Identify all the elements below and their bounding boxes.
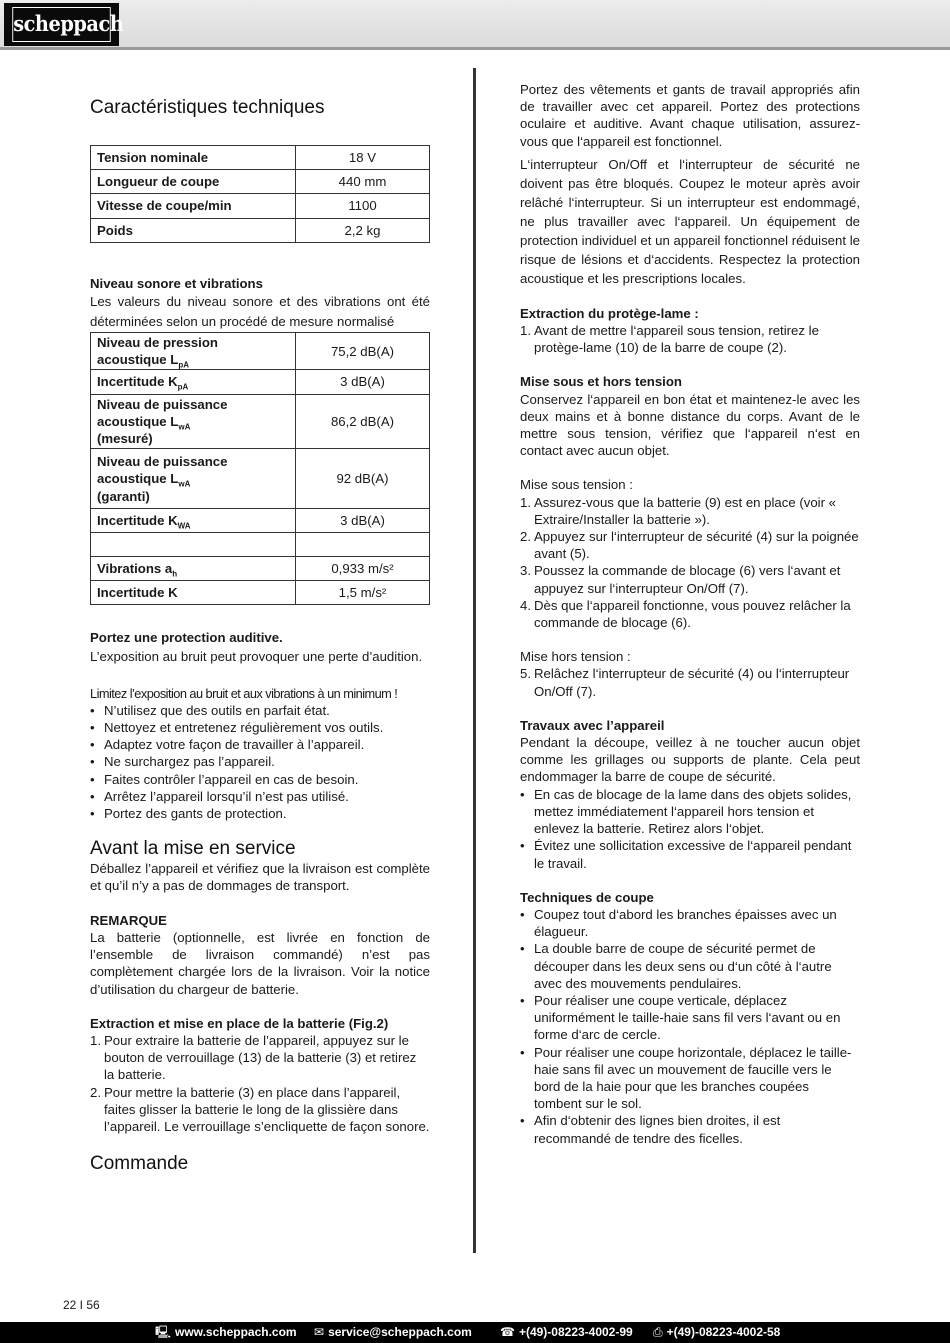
list-item: • Afin d‘obtenir des lignes bien droites, il est recommandé de tendre des ficelles. <box>520 1112 860 1146</box>
noise-heading: Niveau sonore et vibrations <box>90 275 263 291</box>
list-item <box>520 322 860 356</box>
table-cell: Incertitude $K_{pA}$ <box>91 370 296 394</box>
switch-paragraph: L‘interrupteur On/Off et l‘interrupteur de sécurité ne doivent pas être bloqués. Coupez le moteur après avoir relâché l‘interrupteur. Si un interrupteur est endommagé, ne plus travailler avec l‘appareil. Un équipement de protection individuel et un appareil fonctionnel réduisent le risque de lésions et d‘accidents. Respectez la protection acoustique et les prescriptions locales. <box>520 156 860 286</box>
list-item: • Adaptez votre façon de travailler à l’appareil. <box>90 736 430 753</box>
spec-label: Longueur de coupe <box>91 170 296 194</box>
table-row <box>91 533 430 557</box>
switch-off-label: Mise hors tension : <box>520 649 631 665</box>
on-off-text: Conservez l‘appareil en bon état et maintenez-le avec les deux mains et à bonne distance du corps. Avant de le mettre sous tension, vérifiez que l‘appareil n‘est en contact avec aucun objet. <box>520 391 860 459</box>
spec-table <box>90 145 430 243</box>
website-item[interactable]: 🖳 www.scheppach.com <box>155 1322 297 1343</box>
phone-item: ☎ +(49)-08223-4002-99 <box>500 1322 633 1343</box>
table-cell: 86,2 dB(A) <box>296 394 430 449</box>
work-list <box>520 786 860 872</box>
page-number: 22 I 56 <box>63 1298 100 1312</box>
list-item: • Faites contrôler l’appareil en cas de besoin. <box>90 771 430 788</box>
table-cell: 92 dB(A) <box>296 449 430 509</box>
protection-heading: Portez une protection auditive. <box>90 630 283 646</box>
list-item <box>520 562 860 596</box>
list-item <box>520 665 860 699</box>
spec-value: 18 V <box>296 146 430 170</box>
step-number: 4. <box>520 597 531 613</box>
spec-value: 2,2 kg <box>296 218 430 242</box>
list-item: • Pour réaliser une coupe verticale, déplacez uniformément le taille-haie sans fil vers l‘avant ou en forme d‘arc de cercle. <box>520 992 860 1044</box>
battery-steps <box>90 1032 430 1135</box>
table-cell: Niveau de puissance acoustique $L_{wA}$ (mesuré) <box>91 394 296 449</box>
step-number: 1. <box>90 1032 101 1048</box>
work-text: Pendant la découpe, veillez à ne toucher aucun objet comme les grillages ou supports de plante. Cela peut endommager la barre de coupe de sécurité. <box>520 735 860 785</box>
step-text: Avant de mettre l‘appareil sous tension, retirez le protège-lame (10) de la barre de coupe (2). <box>534 323 819 356</box>
list-item <box>520 494 860 528</box>
table-row <box>91 508 430 532</box>
list-item <box>520 597 860 631</box>
step-text: Pour mettre la batterie (3) en place dans l’appareil, faites glisser la batterie le long de la glissière dans l’appareil. Le verrouillage s’encliquette de façon sonore. <box>104 1084 430 1134</box>
fax-icon: ⎙ <box>653 1325 663 1339</box>
spec-label: Vitesse de coupe/min <box>91 194 296 218</box>
remarque-heading: REMARQUE <box>90 912 167 928</box>
limit-heading: Limitez l’exposition au bruit et aux vibrations à un minimum ! <box>90 685 398 701</box>
table-row <box>91 194 430 218</box>
step-number: 2. <box>520 529 531 545</box>
switch-on-label: Mise sous tension : <box>520 477 633 493</box>
list-item <box>90 1084 430 1136</box>
brand-logo: scheppach <box>4 3 119 46</box>
table-row <box>91 146 430 170</box>
list-item: • Arrêtez l’appareil lorsqu’il n’est pas utilisé. <box>90 788 430 805</box>
step-text: Pour extraire la batterie de l’appareil, appuyez sur le bouton de verrouillage (13) de la batterie (3) et retirez la batterie. <box>104 1032 417 1083</box>
list-item: • Pour réaliser une coupe horizontale, déplacez le taille-haie sans fil avec un mouvement de faucille vers le bord de la haie pour que les branches coupées tombent sur le sol. <box>520 1044 860 1113</box>
table-cell: 3 dB(A) <box>296 370 430 394</box>
step-number: 5. <box>520 666 531 682</box>
step-text: Relâchez l‘interrupteur de sécurité (4) ou l‘interrupteur On/Off (7). <box>534 666 850 699</box>
spec-label: Tension nominale <box>91 146 296 170</box>
table-row <box>91 218 430 242</box>
step-text: Poussez la commande de blocage (6) vers l‘avant et appuyez sur l‘interrupteur On/Off (7). <box>534 563 841 596</box>
intro-paragraph: Portez des vêtements et gants de travail appropriés afin de travailler avec cet appareil. Portez des protections oculaire et auditive. Avant chaque utilisation, assurez-vous que l‘appareil est fonctionnel. <box>520 82 860 149</box>
on-off-heading: Mise sous et hors tension <box>520 374 682 390</box>
step-number: 2. <box>90 1084 101 1100</box>
list-item <box>90 1032 430 1084</box>
list-item: • La double barre de coupe de sécurité permet de découper dans les deux sens ou d‘un côté à l‘autre avec des mouvements pendulaires. <box>520 940 860 992</box>
list-item: • N’utilisez que des outils en parfait état. <box>90 702 430 719</box>
table-cell: 1,5 m/s² <box>296 581 430 605</box>
work-heading: Travaux avec l’appareil <box>520 717 665 733</box>
spec-value: 440 mm <box>296 170 430 194</box>
mail-icon: ✉ <box>314 1325 325 1339</box>
table-cell: Niveau de puissance acoustique $L_{wA}$ (garanti) <box>91 449 296 509</box>
table-cell: Incertitude K <box>91 581 296 605</box>
computer-icon: 🖳 <box>155 1325 172 1339</box>
remarque-text: La batterie (optionnelle, est livrée en fonction de l’ensemble de livraison commandé) n’est pas complètement chargée lors de la livraison. Voir la notice d’utilisation du chargeur de batterie. <box>90 929 430 997</box>
page-header <box>0 0 950 50</box>
step-number: 3. <box>520 563 531 579</box>
table-row <box>91 449 430 509</box>
avant-text: Déballez l’appareil et vérifiez que la livraison est complète et qu’il n’y a pas de dommages de transport. <box>90 861 430 894</box>
blade-guard-steps <box>520 322 860 356</box>
list-item: • Nettoyez et entretenez régulièrement vos outils. <box>90 719 430 736</box>
limit-list <box>90 702 430 822</box>
list-item: • Ne surchargez pas l’appareil. <box>90 753 430 770</box>
fax-item: ⎙ +(49)-08223-4002-58 <box>653 1322 780 1343</box>
spec-label: Poids <box>91 218 296 242</box>
table-row <box>91 581 430 605</box>
protection-text: L’exposition au bruit peut provoquer une perte d’audition. <box>90 648 423 664</box>
table-cell: 3 dB(A) <box>296 508 430 532</box>
table-cell <box>91 533 296 557</box>
commande-title: Commande <box>90 1153 189 1175</box>
table-cell <box>296 533 430 557</box>
tech-specs-title: Caractéristiques techniques <box>90 97 325 118</box>
list-item <box>520 528 860 562</box>
noise-table <box>90 332 430 605</box>
blade-guard-heading: Extraction du protège-lame : <box>520 305 699 321</box>
page-footer <box>0 1322 950 1343</box>
table-row <box>91 333 430 370</box>
left-column <box>90 96 430 1176</box>
phone-icon: ☎ <box>500 1325 515 1339</box>
table-row <box>91 557 430 581</box>
step-number: 1. <box>520 323 531 339</box>
step-text: Dès que l‘appareil fonctionne, vous pouvez relâcher la commande de blocage (6). <box>534 597 851 631</box>
right-column <box>520 81 860 1147</box>
email-item[interactable]: ✉ service@scheppach.com <box>314 1322 472 1343</box>
avant-title: Avant la mise en service <box>90 838 296 860</box>
switch-off-steps <box>520 665 860 699</box>
table-row <box>91 170 430 194</box>
table-cell: Incertitude $K_{WA}$ <box>91 508 296 532</box>
table-cell: Vibrations $a_h$ <box>91 557 296 581</box>
list-item: • Évitez une sollicitation excessive de l‘appareil pendant le travail. <box>520 837 860 871</box>
table-row <box>91 394 430 449</box>
spec-value: 1100 <box>296 194 430 218</box>
table-row <box>91 370 430 394</box>
table-cell: Niveau de pression acoustique $L_{pA}$ <box>91 333 296 370</box>
list-item: • Coupez tout d‘abord les branches épaisses avec un élagueur. <box>520 906 860 940</box>
cutting-list <box>520 906 860 1147</box>
step-number: 1. <box>520 494 531 510</box>
table-cell: 75,2 dB(A) <box>296 333 430 370</box>
list-item: • Portez des gants de protection. <box>90 805 430 822</box>
switch-on-steps <box>520 494 860 632</box>
column-divider <box>473 68 476 1253</box>
cutting-heading: Techniques de coupe <box>520 889 654 905</box>
table-cell: 0,933 m/s² <box>296 557 430 581</box>
list-item: • En cas de blocage de la lame dans des objets solides, mettez immédiatement l‘appareil hors tension et enlevez la batterie. Retirez alors l‘objet. <box>520 786 860 838</box>
battery-heading: Extraction et mise en place de la batterie (Fig.2) <box>90 1015 389 1031</box>
step-text: Appuyez sur l‘interrupteur de sécurité (4) sur la poignée avant (5). <box>534 529 859 562</box>
noise-text: Les valeurs du niveau sonore et des vibrations ont été déterminées selon un procédé de mesure normalisé <box>90 294 430 329</box>
step-text: Assurez-vous que la batterie (9) est en place (voir « Extraire/Installer la batterie »). <box>534 494 836 527</box>
